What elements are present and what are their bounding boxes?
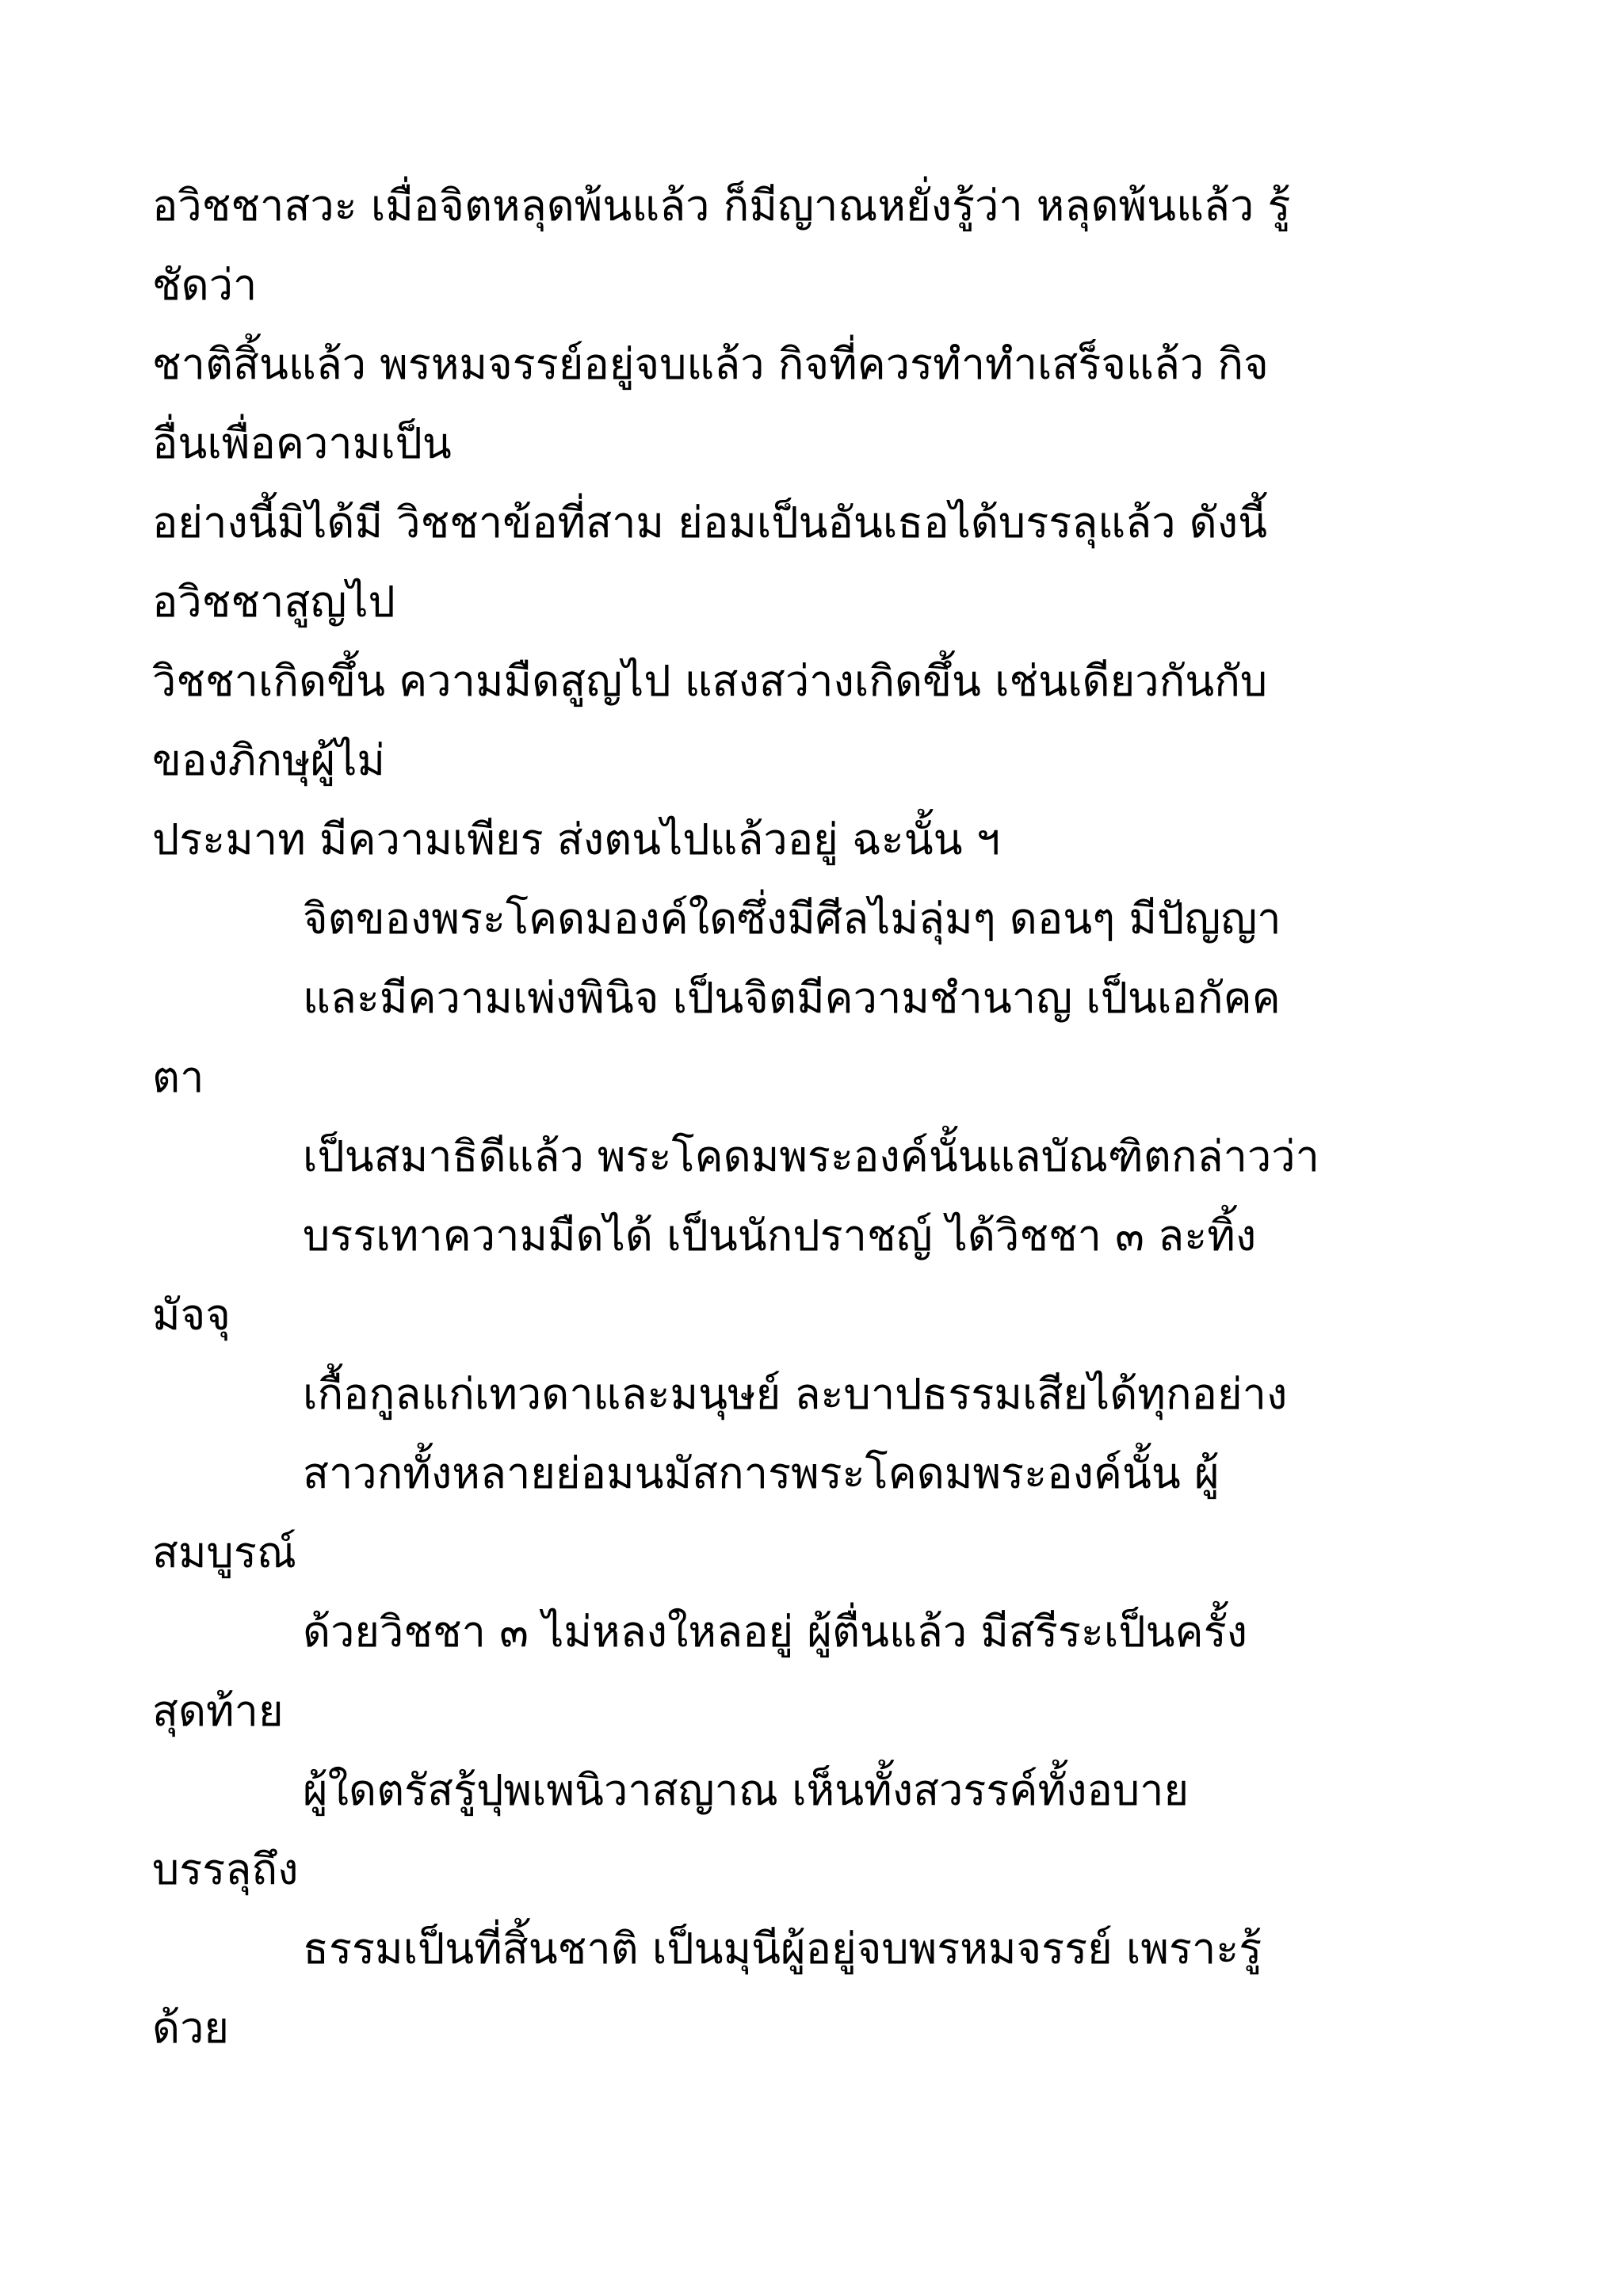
text-line: บรรลุถึง <box>152 1844 299 1894</box>
text-line: อย่างนี้มิได้มี วิชชาข้อที่สาม ย่อมเป็นอันเธอได้บรรลุแล้ว ดังนี้ <box>152 498 1268 547</box>
text-line: วิชชาเกิดขึ้น ความมืดสูญไป แสงสว่างเกิดขึ้น เช่นเดียวกันกับ <box>152 656 1268 706</box>
text-line: ผู้ใดตรัสรู้ปุพเพนิวาสญาณ เห็นทั้งสวรรค์ทั้งอบาย <box>303 1765 1190 1815</box>
text-line: ตา <box>152 1052 204 1102</box>
text-line: สมบูรณ์ <box>152 1527 296 1577</box>
text-line: มัจจุ <box>152 1290 231 1340</box>
text-line: อื่นเพื่อความเป็น <box>152 418 452 468</box>
text-line: เกื้อกูลแก่เทวดาและมนุษย์ ละบาปธรรมเสียได้ทุกอย่าง <box>303 1369 1288 1419</box>
text-line: ชัดว่า <box>152 260 258 310</box>
text-line: อวิชชาสวะ เมื่อจิตหลุดพ้นแล้ว ก็มีญาณหยั่งรู้ว่า หลุดพ้นแล้ว รู้ <box>152 181 1291 231</box>
text-line: เป็นสมาธิดีแล้ว พระโคดมพระองค์นั้นแลบัณฑิตกล่าวว่า <box>303 1131 1319 1181</box>
text-line: และมีความเพ่งพินิจ เป็นจิตมีความชำนาญ เป็นเอกัคค <box>303 973 1281 1023</box>
text-line: ประมาท มีความเพียร ส่งตนไปแล้วอยู่ ฉะนั้น ฯ <box>152 814 1001 864</box>
text-line: จิตของพระโคดมองค์ใดซึ่งมีศีลไม่ลุ่มๆ ดอนๆ มีปัญญา <box>303 894 1281 944</box>
text-line: บรรเทาความมืดได้ เป็นนักปราชญ์ ได้วิชชา ๓ ละทิ้ง <box>303 1211 1257 1261</box>
text-line: อวิชชาสูญไป <box>152 577 395 627</box>
text-line: ด้วย <box>152 2003 230 2053</box>
text-line: ชาติสิ้นแล้ว พรหมจรรย์อยู่จบแล้ว กิจที่ควรทำทำเสร็จแล้ว กิจ <box>152 339 1269 389</box>
text-line: สาวกทั้งหลายย่อมนมัสการพระโคดมพระองค์นั้น ผู้ <box>303 1448 1220 1498</box>
text-line: สุดท้าย <box>152 1686 284 1736</box>
text-line: ธรรมเป็นที่สิ้นชาติ เป็นมุนีผู้อยู่จบพรหมจรรย์ เพราะรู้ <box>303 1924 1262 1974</box>
text-line: ของภิกษุผู้ไม่ <box>152 735 385 785</box>
text-line: ด้วยวิชชา ๓ ไม่หลงใหลอยู่ ผู้ตื่นแล้ว มีสรีระเป็นครั้ง <box>303 1607 1248 1657</box>
